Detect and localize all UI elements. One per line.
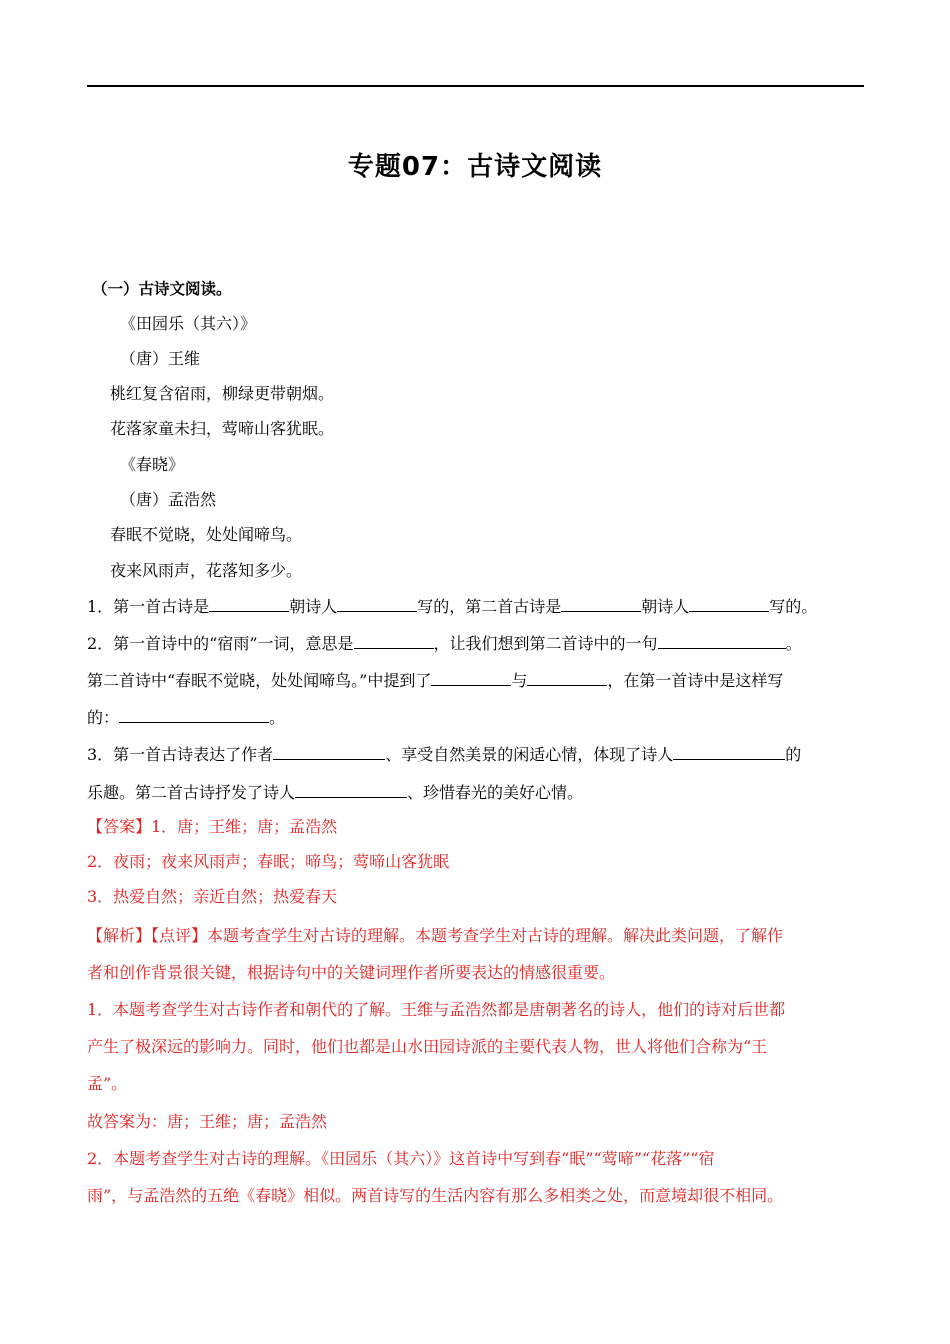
poem1-line1: 桃红复含宿雨，柳绿更带朝烟。 (110, 384, 335, 403)
q2-text-b: ，让我们想到第二首诗中的一句 (433, 634, 658, 653)
answer-blank[interactable] (673, 743, 785, 760)
q3-text-b: 、享受自然美景的闲适心情，体现了诗人 (385, 745, 674, 764)
answer-blank[interactable] (295, 781, 407, 798)
q2-text-g: 的： (87, 708, 120, 727)
analysis-line-7: 2．本题考查学生对古诗的理解。《田园乐（其六）》这首诗中写到春“眠”“莺啼”“花落”“宿 (87, 1149, 715, 1168)
page-title: 专题07：古诗文阅读 (347, 152, 603, 182)
poem1-title: 《田园乐（其六）》 (120, 314, 257, 333)
analysis-line-4: 产生了极深远的影响力。同时，他们也都是山水田园诗派的主要代表人物，世人将他们合称为“王 (87, 1037, 768, 1056)
answer-blank[interactable] (658, 632, 786, 649)
q1-text-d: 朝诗人 (641, 597, 690, 616)
question-2-line2 (87, 669, 783, 692)
answer-blank[interactable] (431, 669, 511, 686)
answer-blank[interactable] (119, 706, 269, 723)
header-rule (87, 85, 864, 87)
poem1-author: （唐）王维 (120, 349, 201, 368)
q3-text-a: 3．第一首古诗表达了作者 (87, 745, 274, 764)
q2-text-c: 。 (785, 634, 802, 653)
q2-text-f: ，在第一首诗中是这样写 (607, 671, 784, 690)
answer-blank[interactable] (689, 595, 769, 612)
poem2-line1: 春眠不觉晓，处处闻啼鸟。 (110, 525, 303, 544)
analysis-line-2: 者和创作背景很关键，根据诗句中的关键词理作者所要表达的情感很重要。 (87, 963, 616, 982)
question-3-line2 (87, 781, 583, 804)
q1-text-c: 写的，第二首古诗是 (417, 597, 562, 616)
poem2-title: 《春晓》 (120, 455, 185, 474)
q3-text-e: 、珍惜春光的美好心情。 (407, 783, 584, 802)
section-heading: （一）古诗文阅读。 (92, 280, 232, 298)
question-2-line3 (87, 706, 285, 729)
answer-blank[interactable] (354, 632, 434, 649)
answer-line-3: 3．热爱自然；亲近自然；热爱春天 (87, 887, 338, 906)
q1-text-a: 1．第一首古诗是 (87, 597, 210, 616)
answer-blank[interactable] (527, 669, 607, 686)
q2-text-a: 2．第一首诗中的“宿雨”一词，意思是 (87, 634, 354, 653)
answer-blank[interactable] (337, 595, 417, 612)
analysis-line-6: 故答案为：唐；王维；唐；孟浩然 (87, 1112, 328, 1131)
poem2-line2: 夜来风雨声，花落知多少。 (110, 561, 303, 580)
q2-text-h: 。 (269, 708, 286, 727)
q1-text-b: 朝诗人 (289, 597, 338, 616)
question-1 (87, 595, 817, 618)
question-3-line1 (87, 743, 801, 766)
analysis-line-3: 1．本题考查学生对古诗作者和朝代的了解。王维与孟浩然都是唐朝著名的诗人，他们的诗对后世都 (87, 1000, 786, 1019)
q2-text-e: 与 (511, 671, 528, 690)
poem1-line2: 花落家童未扫，莺啼山客犹眠。 (110, 419, 335, 438)
analysis-line-1: 【解析】【点评】本题考查学生对古诗的理解。本题考查学生对古诗的理解。解决此类问题，了解作 (87, 926, 784, 945)
q1-text-e: 写的。 (769, 597, 818, 616)
q2-text-d: 第二首诗中“春眠不觉晓，处处闻啼鸟。”中提到了 (87, 671, 432, 690)
question-2-line1 (87, 632, 802, 655)
answer-line-1: 【答案】1．唐；王维；唐；孟浩然 (87, 817, 338, 836)
answer-line-2: 2．夜雨；夜来风雨声；春眠；啼鸟；莺啼山客犹眠 (87, 852, 450, 871)
analysis-line-8: 雨”，与孟浩然的五绝《春晓》相似。两首诗写的生活内容有那么多相类之处，而意境却很不相同。 (87, 1186, 784, 1205)
answer-blank[interactable] (273, 743, 385, 760)
q3-text-d: 乐趣。第二首古诗抒发了诗人 (87, 783, 296, 802)
answer-blank[interactable] (209, 595, 289, 612)
answer-blank[interactable] (561, 595, 641, 612)
poem2-author: （唐）孟浩然 (120, 490, 217, 509)
q3-text-c: 的 (785, 745, 802, 764)
analysis-line-5: 孟”。 (87, 1074, 128, 1093)
